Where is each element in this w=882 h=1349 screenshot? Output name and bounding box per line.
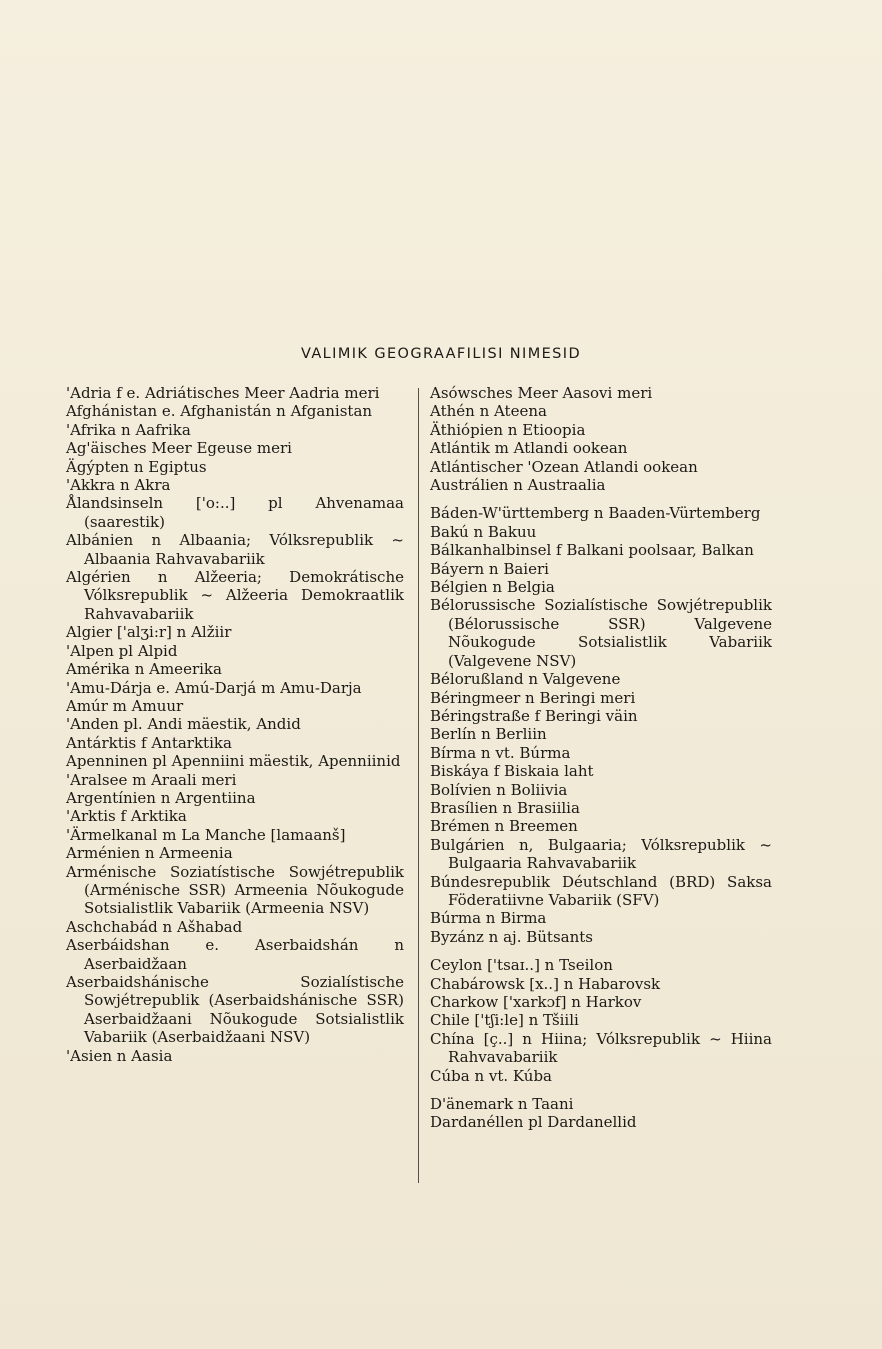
column-divider	[418, 388, 419, 1183]
list-item: 'Asien n Aasia	[66, 1046, 173, 1065]
list-item: Biskáya f Biskaia laht	[430, 762, 594, 781]
list-item: 'Adria f e. Adriátisches Meer Aadria meri	[66, 384, 380, 402]
list-item: Bélorußland n Valgevene	[430, 670, 621, 689]
list-item: 'Aralsee m Araali meri	[66, 770, 237, 789]
list-item: 'Arktis f Arktika	[66, 807, 187, 826]
group-spacer	[430, 1085, 772, 1095]
list-item: Antárktis f Antarktika	[66, 733, 232, 752]
list-item: Atlántischer 'Ozean Atlandi ookean	[430, 457, 698, 476]
list-item: 'Afrika n Aafrika	[66, 420, 191, 439]
list-item: 'Anden pl. Andi mäestik, Andid	[66, 715, 301, 734]
list-item: Austrálien n Austraalia	[430, 476, 606, 495]
list-item: Bálkanhalbinsel f Balkani poolsaar, Balkan	[430, 541, 754, 560]
list-item: Berlín n Berliin	[430, 725, 547, 744]
list-item: Aserbaidshánische Sozialístische Sowjétrepublik (Aserbaidshánische SSR) Aserbaidžaani Nõukogude Sotsialistlik Vabariik (Aserbaidžaani NSV)	[66, 973, 404, 1047]
list-item: Bulgárien n, Bulgaaria; Vólksrepublik ~ Bulgaaria Rahvavabariik	[430, 835, 772, 873]
list-item: Bélorussische Sozialístische Sowjétrepublik (Bélorussische SSR) Valgevene Nõukogude Sotsialistlik Vabariik (Valgevene NSV)	[430, 596, 772, 670]
list-item: Búrma n Birma	[430, 909, 547, 928]
list-item: D'änemark n Taani	[430, 1095, 574, 1114]
list-item: Bélgien n Belgia	[430, 578, 555, 597]
list-item: Búndesrepublik Déutschland (BRD) Saksa Föderatiivne Vabariik (SFV)	[430, 872, 772, 909]
page-title: VALIMIK GEOGRAAFILISI NIMESID	[300, 346, 582, 362]
list-item: Algier ['alʒi:r] n Alžiir	[66, 623, 232, 642]
list-item: Chile ['tʃi:le] n Tšiili	[430, 1011, 579, 1030]
list-item: Charkow ['xarkɔf] n Harkov	[430, 993, 642, 1011]
list-item: 'Amu-Dárja e. Amú-Darjá m Amu-Darja	[66, 678, 362, 697]
list-item: Dardanéllen pl Dardanellid	[430, 1113, 637, 1132]
list-item: Argentínien n Argentiina	[66, 788, 256, 807]
list-item: Chína [ç..] n Hiina; Vólksrepublik ~ Hiina Rahvavabariik	[430, 1029, 772, 1067]
group-spacer	[430, 494, 772, 504]
list-item: Aschchabád n Ašhabad	[66, 917, 243, 936]
list-item: Amúr m Amuur	[66, 696, 184, 715]
list-item: Aserbáidshan e. Aserbaidshán n Aserbaidžaan	[66, 936, 404, 973]
list-item: Algérien n Alžeeria; Demokrátische Vólksrepublik ~ Alžeeria Demokraatlik Rahvavabariik	[66, 568, 404, 623]
list-item: Bírma n vt. Búrma	[430, 743, 571, 762]
list-item: Bakú n Bakuu	[430, 522, 537, 541]
list-item: Amérika n Ameerika	[66, 660, 222, 679]
list-item: Apenninen pl Apenniini mäestik, Apenniinid	[66, 752, 401, 771]
list-item: Atlántik m Atlandi ookean	[430, 439, 628, 458]
left-column	[66, 384, 404, 1065]
list-item: Brasílien n Brasiilia	[430, 798, 580, 817]
list-item: Báden-W'ürttemberg n Baaden-Vürtemberg	[430, 504, 761, 523]
list-item: Athén n Ateena	[430, 402, 547, 421]
list-item: 'Akkra n Akra	[66, 476, 171, 495]
list-item: Ålandsinseln ['o:..] pl Ahvenamaa (saarestik)	[66, 494, 404, 531]
list-item: Asówsches Meer Aasovi meri	[430, 384, 653, 402]
list-item: Brémen n Breemen	[430, 817, 578, 836]
list-item: Béringstraße f Beringi väin	[430, 706, 638, 725]
list-item: Cúba n vt. Kúba	[430, 1066, 552, 1085]
list-item: Afghánistan e. Afghanistán n Afganistan	[66, 402, 373, 421]
list-item: Ägýpten n Egiptus	[66, 457, 207, 476]
list-item: Ag'äisches Meer Egeuse meri	[66, 439, 292, 458]
list-item: Béringmeer n Beringi meri	[430, 688, 636, 707]
list-item: Arménische Soziatístische Sowjétrepublik (Arménische SSR) Armeenia Nõukogude Sotsialistlik Vabariik (Armeenia NSV)	[66, 862, 404, 918]
list-item: Bolívien n Boliivia	[430, 780, 568, 799]
right-column	[430, 384, 772, 1132]
list-item: Chabárowsk [x..] n Habarovsk	[430, 974, 661, 993]
list-item: Báyern n Baieri	[430, 559, 549, 578]
group-spacer	[430, 946, 772, 956]
list-item: 'Alpen pl Alpid	[66, 641, 178, 660]
list-item: Byzánz n aj. Bütsants	[430, 927, 593, 946]
list-item: Albánien n Albaania; Vólksrepublik ~ Albaania Rahvavabariik	[66, 531, 404, 568]
list-item: 'Ärmelkanal m La Manche [lamaanš]	[66, 825, 346, 844]
list-item: Äthiópien n Etioopia	[430, 420, 586, 439]
list-item: Ceylon ['tsaɪ..] n Tseilon	[430, 956, 613, 975]
list-item: Arménien n Armeenia	[66, 844, 233, 863]
